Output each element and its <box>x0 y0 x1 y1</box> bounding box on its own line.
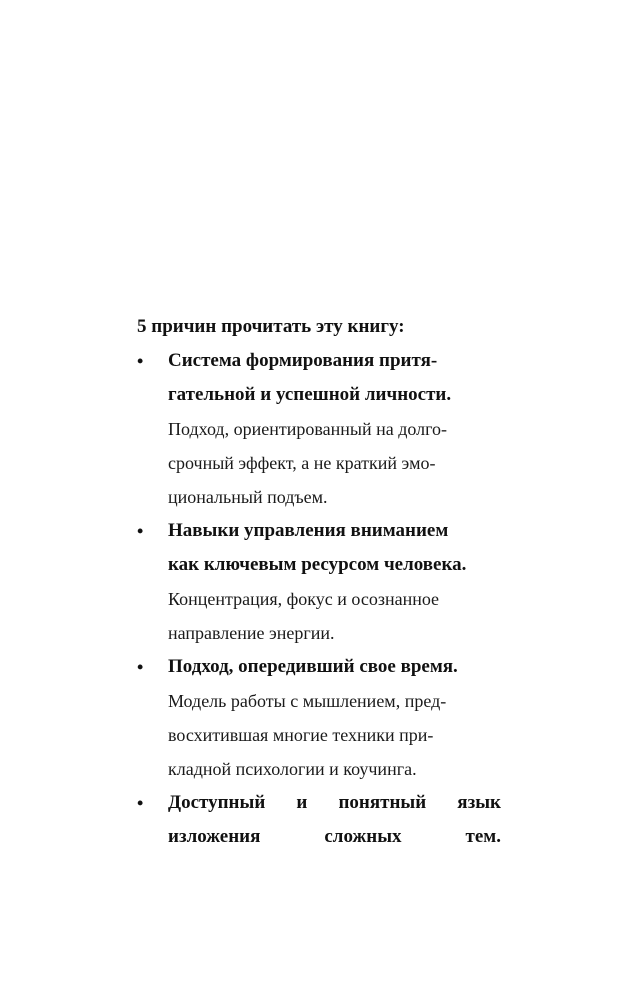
reason-title-line: изложения сложных тем. <box>168 826 501 847</box>
reason-description-line: Концентрация, фокус и осознанное <box>168 589 440 609</box>
reason-description-line: Модель работы с мышлением, пред- <box>168 691 447 711</box>
reason-description-line: Подход, ориентированный на долго- <box>168 419 448 439</box>
bullet-icon: • <box>137 793 144 813</box>
reason-title-line: Доступный и понятный язык <box>168 792 501 813</box>
bullet-icon: • <box>137 657 144 677</box>
reasons-list <box>137 344 501 854</box>
reason-title-line: Система формирования притя- <box>168 350 438 371</box>
reason-title-line: Подход, опередивший свое время. <box>168 656 458 677</box>
reason-description-line: циональный подъем. <box>168 487 328 507</box>
reason-description-line: срочный эффект, а не краткий эмо- <box>168 453 436 473</box>
reason-description-line: восхитившая многие техники при- <box>168 725 434 745</box>
list-item <box>137 786 501 854</box>
list-item <box>137 344 501 514</box>
bullet-icon: • <box>137 351 144 371</box>
reason-description-line: кладной психологии и коучинга. <box>168 759 417 779</box>
reason-description-line: направление энергии. <box>168 623 335 643</box>
bullet-icon: • <box>137 521 144 541</box>
list-item <box>137 514 501 650</box>
list-item <box>137 650 501 786</box>
reason-title-line: гательной и успешной личности. <box>168 384 452 405</box>
reason-title-line: как ключевым ресурсом человека. <box>168 554 467 575</box>
section-heading: 5 причин прочитать эту книгу: <box>137 316 405 337</box>
reason-title-line: Навыки управления вниманием <box>168 520 449 541</box>
page-content <box>137 310 501 854</box>
